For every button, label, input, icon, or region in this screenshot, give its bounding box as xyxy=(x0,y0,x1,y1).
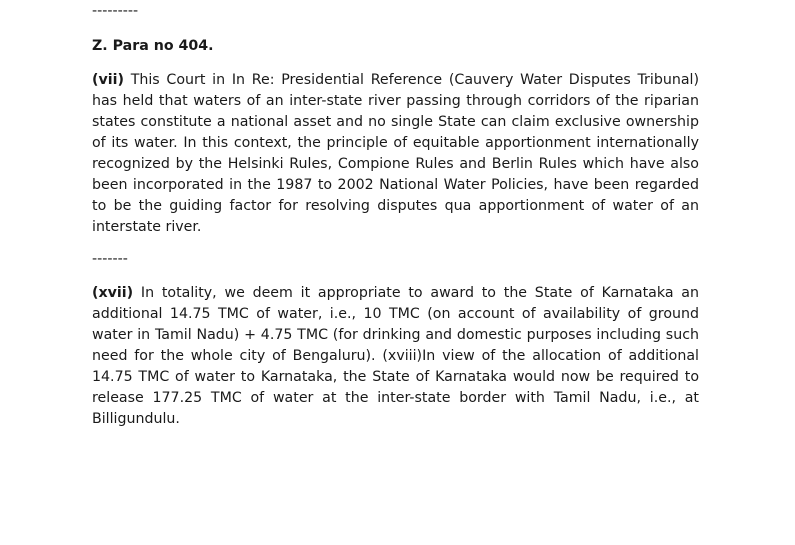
separator-line: --------- xyxy=(92,3,139,19)
paragraph-label: (xvii) xyxy=(92,285,134,301)
separator-line: ------- xyxy=(92,251,128,267)
paragraph-vii xyxy=(92,70,699,238)
paragraph-body xyxy=(92,283,699,430)
paragraph-text: In totality, we deem it appropriate to award to the State of Karnataka an additional 14.75 TMC of water, i.e., 10 TMC (on account of availability of ground water in Tamil Nadu) + 4.75 TMC (for drinking and domestic purposes including such need for the whole city of Bengaluru). (xviii)In view of the allocation of additional 14.75 TMC of water to Karnataka, the State of Karnataka would now be required to release 177.25 TMC of water at the inter-state border with Tamil Nadu, i.e., at Billigundulu. xyxy=(92,285,699,427)
paragraph-label: (vii) xyxy=(92,72,124,88)
section-heading: Z. Para no 404. xyxy=(92,38,214,54)
paragraph-xvii xyxy=(92,283,699,430)
paragraph-body xyxy=(92,70,699,238)
paragraph-text: This Court in In Re: Presidential Reference (Cauvery Water Disputes Tribunal) has held that waters of an inter-state river passing through corridors of the riparian states constitute a national asset and no single State can claim exclusive ownership of its water. In this context, the principle of equitable apportionment internationally recognized by the Helsinki Rules, Compione Rules and Berlin Rules which have also been incorporated in the 1987 to 2002 National Water Policies, have been regarded to be the guiding factor for resolving disputes qua apportionment of water of an interstate river. xyxy=(92,72,699,235)
